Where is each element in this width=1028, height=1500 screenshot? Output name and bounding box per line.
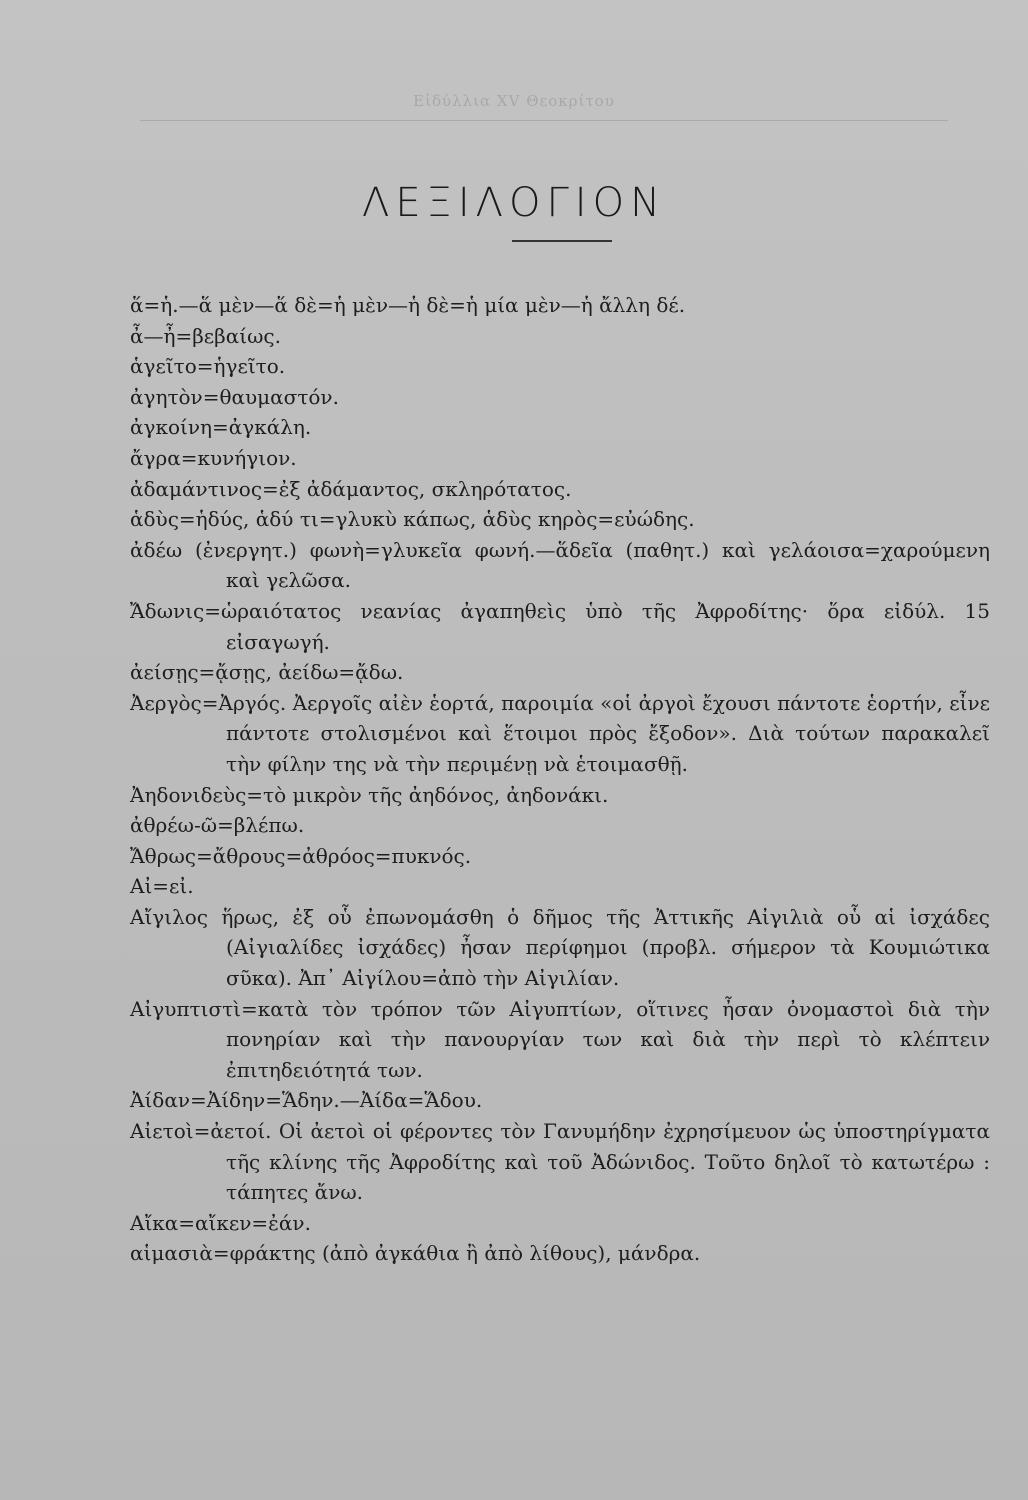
glossary-entry: ἁγεῖτο=ἡγεῖτο. bbox=[130, 354, 286, 379]
glossary-entry: Αἰ=εἰ. bbox=[130, 874, 194, 899]
glossary-entry: αἱμασιὰ=φράκτης (ἀπὸ ἀγκάθια ἢ ἀπὸ λίθους), μάνδρα. bbox=[130, 1241, 701, 1266]
glossary-entry: Αἴγιλος ἥρως, ἐξ οὗ ἐπωνομάσθη ὁ δῆμος τῆς Ἀττικῆς Αἰγιλιὰ οὗ αἱ ἰσχάδες (Αἰγιαλίδες ἰσχάδες) ἦσαν περίφημοι (προβλ. σήμερον τὰ Κουμιώτικα σῦκα). Ἀπ᾽ Αἰγίλου=ἀπὸ τὴν Αἰγιλίαν. bbox=[130, 904, 990, 991]
glossary-entry: Αἴκα=αἴκεν=ἐάν. bbox=[130, 1210, 311, 1235]
glossary-entry: ἄγρα=κυνήγιον. bbox=[130, 445, 297, 470]
glossary-entry: ἆ—ἦ=βεβαίως. bbox=[130, 323, 281, 348]
glossary-entry: Ἀεργὸς=Ἀργός. Ἀεργοῖς αἰὲν ἑορτά, παροιμία «οἱ ἀργοὶ ἔχουσι πάντοτε ἑορτήν, εἶνε πάντοτε στολισμένοι καὶ ἕτοιμοι πρὸς ἔξοδον». Διὰ τούτων παρακαλεῖ τὴν φίλην της νὰ τὴν περιμένῃ νὰ ἑτοιμασθῇ. bbox=[130, 690, 990, 776]
glossary-entry: ἀδαμάντινος=ἐξ ἀδάμαντος, σκληρότατος. bbox=[130, 476, 572, 501]
glossary-entry: Ἀίδαν=Ἀίδην=Ἅδην.—Ἀίδα=Ἅδου. bbox=[130, 1088, 483, 1113]
running-header: Εἰδύλλια ΧV Θεοκρίτου bbox=[413, 92, 615, 110]
glossary-entry: ἀγκοίνη=ἀγκάλη. bbox=[130, 415, 312, 440]
title-underline bbox=[512, 240, 612, 242]
glossary-entry: Αἰγυπτιστὶ=κατὰ τὸν τρόπον τῶν Αἰγυπτίων, οἵτινες ἦσαν ὀνομαστοὶ διὰ τὴν πονηρίαν καὶ τὴν πανουργίαν των καὶ διὰ τὴν περὶ τὸ κλέπτειν ἐπιτηδειότητά των. bbox=[130, 996, 990, 1082]
glossary-entry: Ἀηδονιδεὺς=τὸ μικρὸν τῆς ἀηδόνος, ἀηδονάκι. bbox=[130, 782, 609, 807]
glossary-entry: ἀθρέω-ῶ=βλέπω. bbox=[130, 813, 305, 838]
glossary-entry: ἀγητὸν=θαυμαστόν. bbox=[130, 384, 339, 409]
glossary-entry: Ἄδωνις=ὡραιότατος νεανίας ἀγαπηθεὶς ὑπὸ τῆς Ἀφροδίτης· ὅρα εἰδύλ. 15 εἰσαγωγή. bbox=[130, 598, 990, 654]
page-title: ΛΕΞΙΛΟΓΙΟΝ bbox=[361, 180, 667, 226]
glossary-entry: ἅ=ἡ.—ἅ μὲν—ἅ δὲ=ἡ μὲν—ἡ δὲ=ἡ μία μὲν—ἡ ἄλλη δέ. bbox=[130, 293, 686, 317]
glossary-entry: Ἄθρως=ἄθρους=ἀθρόος=πυκνός. bbox=[130, 843, 472, 868]
header-rule bbox=[140, 120, 948, 121]
glossary-entry: ἁδὺς=ἡδύς, ἁδύ τι=γλυκὺ κάπως, ἁδὺς κηρὸς=εὐώδης. bbox=[130, 507, 695, 532]
glossary-entries bbox=[130, 290, 990, 1269]
glossary-entry: Αἰετοὶ=ἀετοί. Οἱ ἀετοὶ οἱ φέροντες τὸν Γανυμήδην ἐχρησίμευον ὡς ὑποστηρίγματα τῆς κλίνης τῆς Ἀφροδίτης καὶ τοῦ Ἀδώνιδος. Τοῦτο δηλοῖ τὸ κατωτέρω : τάπητες ἄνω. bbox=[130, 1119, 990, 1205]
glossary-entry: ἀείσῃς=ᾄσῃς, ἀείδω=ᾄδω. bbox=[130, 660, 404, 685]
glossary-entry: ἀδέω (ἐνεργητ.) φωνὴ=γλυκεῖα φωνή.—ἅδεῖα (παθητ.) καὶ γελάοισα=χαρούμενη καὶ γελῶσα. bbox=[130, 537, 990, 593]
